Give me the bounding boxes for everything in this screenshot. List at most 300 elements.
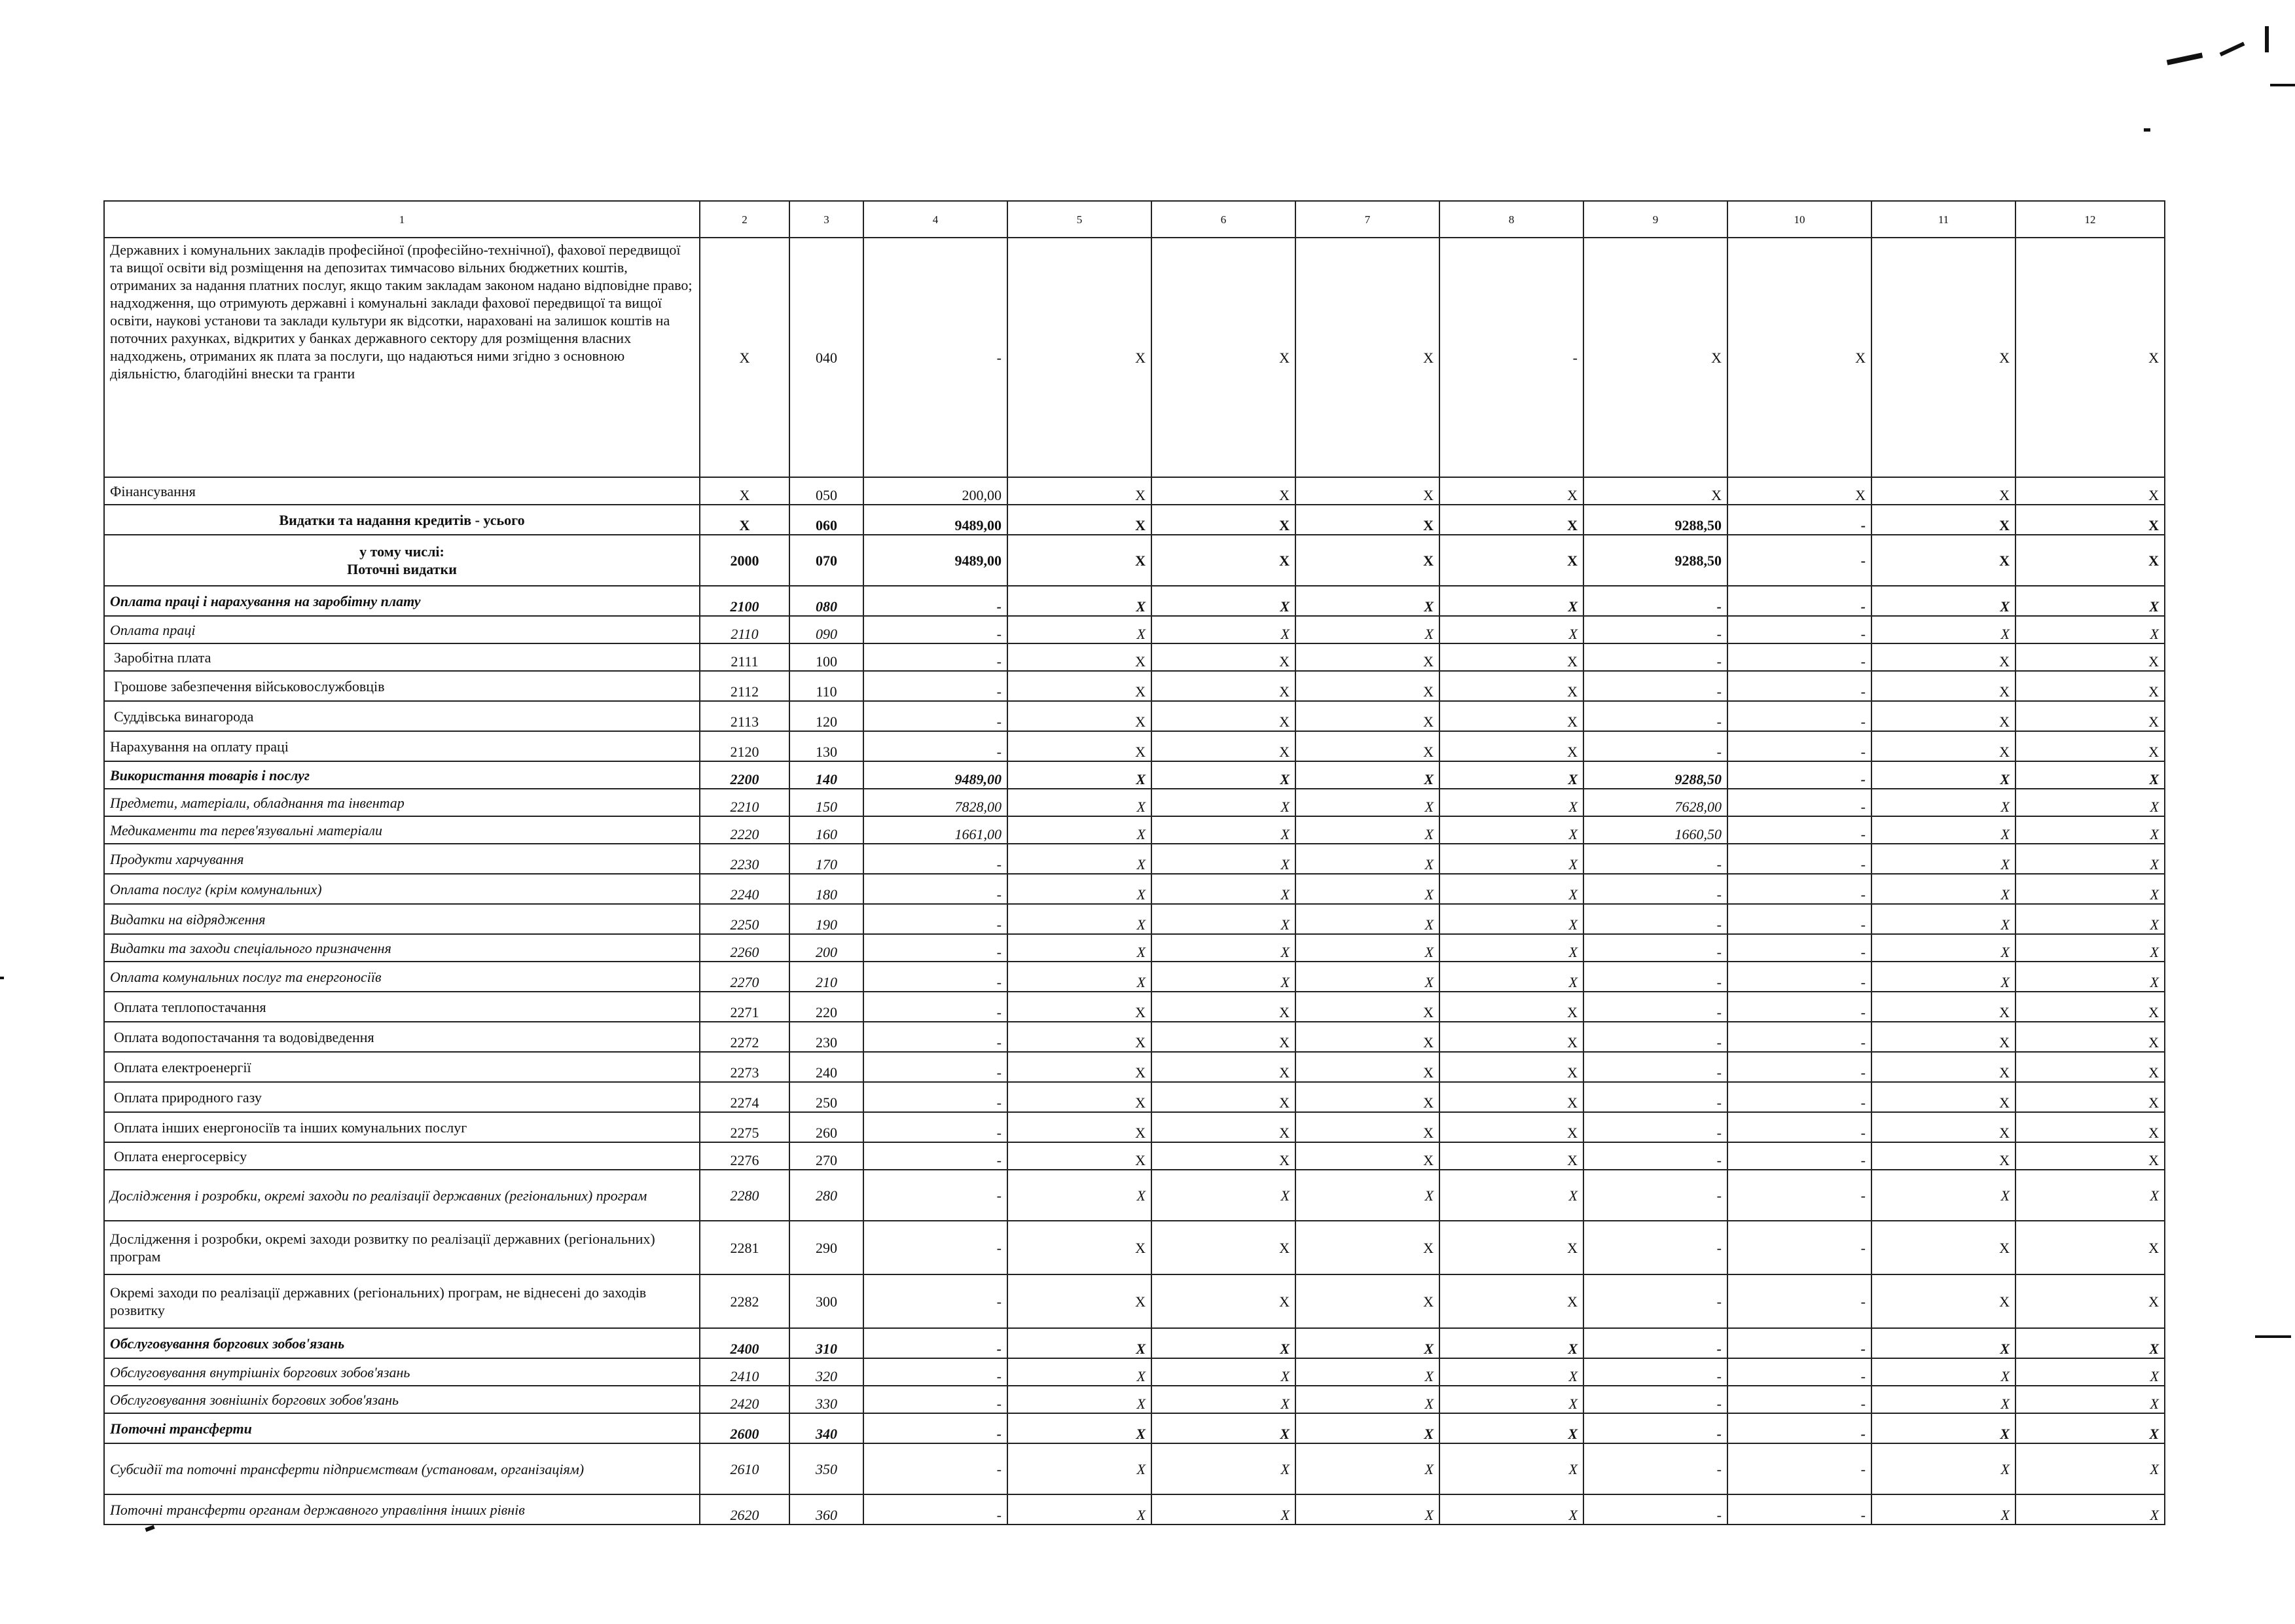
scan-mark xyxy=(2220,42,2245,56)
cell-col-5: X xyxy=(1007,1170,1151,1221)
cell-col-9: - xyxy=(1583,1443,1727,1494)
cell-col-7: X xyxy=(1295,616,1439,643)
cell-col-4: - xyxy=(863,904,1007,934)
cell-col-12: X xyxy=(2015,844,2165,874)
cell-col-6: X xyxy=(1151,1170,1295,1221)
cell-col-4: - xyxy=(863,1358,1007,1386)
table-row xyxy=(104,962,2165,992)
cell-col-10: - xyxy=(1727,1494,1871,1525)
cell-row-code: 200 xyxy=(789,934,863,962)
cell-col-5: X xyxy=(1007,789,1151,816)
cell-col-12: X xyxy=(2015,992,2165,1022)
row-label: Фінансування xyxy=(104,477,700,505)
cell-col-5: X xyxy=(1007,1142,1151,1170)
cell-kekv: 2420 xyxy=(700,1386,789,1413)
cell-col-10: - xyxy=(1727,934,1871,962)
table-row xyxy=(104,643,2165,671)
table-row xyxy=(104,671,2165,701)
cell-col-9: - xyxy=(1583,1221,1727,1274)
row-label: Оплата інших енергоносіїв та інших комунальних послуг xyxy=(104,1112,700,1142)
cell-col-10: - xyxy=(1727,671,1871,701)
cell-row-code: 100 xyxy=(789,643,863,671)
cell-col-4: - xyxy=(863,701,1007,731)
scan-mark xyxy=(2144,128,2150,132)
cell-col-4: 200,00 xyxy=(863,477,1007,505)
cell-col-7: X xyxy=(1295,238,1439,477)
cell-col-5: X xyxy=(1007,761,1151,789)
cell-kekv: 2113 xyxy=(700,701,789,731)
cell-col-8: X xyxy=(1439,505,1583,535)
row-label: Суддівська винагорода xyxy=(104,701,700,731)
cell-row-code: 250 xyxy=(789,1082,863,1112)
cell-col-11: X xyxy=(1871,616,2015,643)
cell-col-12: X xyxy=(2015,1494,2165,1525)
cell-col-7: X xyxy=(1295,1082,1439,1112)
column-number-row xyxy=(104,201,2165,238)
cell-col-12: X xyxy=(2015,1413,2165,1443)
cell-col-7: X xyxy=(1295,643,1439,671)
cell-col-11: X xyxy=(1871,904,2015,934)
cell-kekv: 2276 xyxy=(700,1142,789,1170)
cell-col-10: - xyxy=(1727,535,1871,586)
cell-col-4: - xyxy=(863,731,1007,761)
cell-col-4: - xyxy=(863,238,1007,477)
cell-row-code: 130 xyxy=(789,731,863,761)
cell-col-11: X xyxy=(1871,1274,2015,1328)
cell-row-code: 140 xyxy=(789,761,863,789)
cell-col-12: X xyxy=(2015,1022,2165,1052)
cell-col-6: X xyxy=(1151,1112,1295,1142)
cell-col-5: X xyxy=(1007,934,1151,962)
cell-col-9: - xyxy=(1583,643,1727,671)
cell-col-10: - xyxy=(1727,1358,1871,1386)
cell-col-11: X xyxy=(1871,1112,2015,1142)
cell-col-9: - xyxy=(1583,616,1727,643)
cell-col-8: X xyxy=(1439,701,1583,731)
cell-col-5: X xyxy=(1007,731,1151,761)
cell-col-11: X xyxy=(1871,934,2015,962)
cell-col-4: - xyxy=(863,616,1007,643)
cell-col-12: X xyxy=(2015,1112,2165,1142)
cell-kekv: X xyxy=(700,505,789,535)
cell-col-10: - xyxy=(1727,731,1871,761)
cell-row-code: 060 xyxy=(789,505,863,535)
cell-col-12: X xyxy=(2015,505,2165,535)
cell-col-12: X xyxy=(2015,1221,2165,1274)
cell-col-6: X xyxy=(1151,904,1295,934)
cell-col-10: - xyxy=(1727,1082,1871,1112)
cell-row-code: 180 xyxy=(789,874,863,904)
table-row xyxy=(104,535,2165,586)
cell-col-9: - xyxy=(1583,874,1727,904)
cell-col-8: X xyxy=(1439,816,1583,844)
cell-col-11: X xyxy=(1871,731,2015,761)
cell-col-8: X xyxy=(1439,1112,1583,1142)
cell-kekv: 2281 xyxy=(700,1221,789,1274)
cell-col-11: X xyxy=(1871,1413,2015,1443)
cell-col-9: 9288,50 xyxy=(1583,505,1727,535)
table-row xyxy=(104,844,2165,874)
cell-col-12: X xyxy=(2015,731,2165,761)
cell-col-10: - xyxy=(1727,874,1871,904)
scan-mark xyxy=(2270,84,2295,86)
cell-col-6: X xyxy=(1151,844,1295,874)
cell-col-9: - xyxy=(1583,731,1727,761)
cell-row-code: 310 xyxy=(789,1328,863,1358)
table-row xyxy=(104,1170,2165,1221)
cell-col-5: X xyxy=(1007,1274,1151,1328)
row-label-line: Поточні видатки xyxy=(347,561,457,577)
cell-col-7: X xyxy=(1295,844,1439,874)
cell-col-10: - xyxy=(1727,1386,1871,1413)
cell-col-6: X xyxy=(1151,477,1295,505)
cell-col-7: X xyxy=(1295,962,1439,992)
cell-col-6: X xyxy=(1151,962,1295,992)
cell-col-12: X xyxy=(2015,1358,2165,1386)
cell-kekv: 2210 xyxy=(700,789,789,816)
cell-col-8: X xyxy=(1439,992,1583,1022)
row-label: Оплата праці і нарахування на заробітну плату xyxy=(104,586,700,616)
cell-row-code: 150 xyxy=(789,789,863,816)
cell-col-9: - xyxy=(1583,1386,1727,1413)
cell-col-6: X xyxy=(1151,992,1295,1022)
cell-col-5: X xyxy=(1007,962,1151,992)
row-label: Державних і комунальних закладів професійної (професійно-технічної), фахової передвищої та вищої освіти від розміщення на депозитах тимчасово вільних бюджетних коштів, отриманих за надання платних послуг, якщо таким закладам законом надано відповідне право; надходження, що отримують державні і комунальні заклади фахової передвищої та вищої освіти, наукові установи та заклади культури як відсотки, нараховані на залишок коштів на поточних рахунках, відкритих у банках державного сектору для розміщення власних надходжень, отриманих як плата за послуги, що надаються ними згідно з основною діяльністю, благодійні внески та гранти xyxy=(104,238,700,477)
cell-col-7: X xyxy=(1295,1022,1439,1052)
cell-col-12: X xyxy=(2015,1170,2165,1221)
cell-kekv: 2272 xyxy=(700,1022,789,1052)
cell-col-4: - xyxy=(863,1142,1007,1170)
row-label: Обслуговування внутрішніх боргових зобов'язань xyxy=(104,1358,700,1386)
row-label: Оплата послуг (крім комунальних) xyxy=(104,874,700,904)
cell-col-10: - xyxy=(1727,1142,1871,1170)
cell-col-8: X xyxy=(1439,1142,1583,1170)
cell-col-5: X xyxy=(1007,586,1151,616)
cell-col-4: - xyxy=(863,934,1007,962)
cell-col-8: X xyxy=(1439,1386,1583,1413)
cell-col-12: X xyxy=(2015,1082,2165,1112)
scan-mark xyxy=(145,1525,154,1532)
row-label: Продукти харчування xyxy=(104,844,700,874)
cell-col-11: X xyxy=(1871,586,2015,616)
cell-col-9: - xyxy=(1583,1413,1727,1443)
budget-table xyxy=(103,200,2165,1525)
cell-col-12: X xyxy=(2015,962,2165,992)
cell-col-6: X xyxy=(1151,1052,1295,1082)
cell-col-6: X xyxy=(1151,1082,1295,1112)
table-row xyxy=(104,1142,2165,1170)
cell-col-4: - xyxy=(863,1413,1007,1443)
cell-col-6: X xyxy=(1151,816,1295,844)
cell-row-code: 050 xyxy=(789,477,863,505)
cell-kekv: X xyxy=(700,238,789,477)
cell-kekv: 2111 xyxy=(700,643,789,671)
cell-col-8: X xyxy=(1439,643,1583,671)
cell-row-code: 040 xyxy=(789,238,863,477)
cell-row-code: 090 xyxy=(789,616,863,643)
table-row xyxy=(104,1082,2165,1112)
cell-col-10: - xyxy=(1727,1112,1871,1142)
table-row xyxy=(104,1112,2165,1142)
row-label: Субсидії та поточні трансферти підприємствам (установам, організаціям) xyxy=(104,1443,700,1494)
cell-col-11: X xyxy=(1871,1170,2015,1221)
cell-row-code: 160 xyxy=(789,816,863,844)
column-header: 9 xyxy=(1583,201,1727,238)
cell-row-code: 350 xyxy=(789,1443,863,1494)
table-row xyxy=(104,1413,2165,1443)
row-label: Окремі заходи по реалізації державних (регіональних) програм, не віднесені до заходів розвитку xyxy=(104,1274,700,1328)
cell-col-5: X xyxy=(1007,535,1151,586)
row-label: Поточні трансферти xyxy=(104,1413,700,1443)
cell-col-4: - xyxy=(863,586,1007,616)
cell-kekv: 2250 xyxy=(700,904,789,934)
row-label: Дослідження і розробки, окремі заходи розвитку по реалізації державних (регіональних) програм xyxy=(104,1221,700,1274)
table-row xyxy=(104,1358,2165,1386)
cell-col-9: X xyxy=(1583,238,1727,477)
cell-col-9: - xyxy=(1583,992,1727,1022)
cell-kekv: 2280 xyxy=(700,1170,789,1221)
cell-col-7: X xyxy=(1295,701,1439,731)
table-row xyxy=(104,789,2165,816)
cell-kekv: 2110 xyxy=(700,616,789,643)
cell-col-7: X xyxy=(1295,535,1439,586)
cell-col-6: X xyxy=(1151,1274,1295,1328)
cell-col-11: X xyxy=(1871,1221,2015,1274)
cell-col-5: X xyxy=(1007,992,1151,1022)
cell-col-7: X xyxy=(1295,1170,1439,1221)
row-label: Медикаменти та перев'язувальні матеріали xyxy=(104,816,700,844)
cell-col-10: - xyxy=(1727,1274,1871,1328)
cell-col-8: X xyxy=(1439,1443,1583,1494)
cell-col-7: X xyxy=(1295,1274,1439,1328)
cell-col-8: X xyxy=(1439,789,1583,816)
cell-col-10: - xyxy=(1727,761,1871,789)
cell-col-7: X xyxy=(1295,1052,1439,1082)
column-header: 12 xyxy=(2015,201,2165,238)
cell-kekv: 2240 xyxy=(700,874,789,904)
column-header: 8 xyxy=(1439,201,1583,238)
column-header: 1 xyxy=(104,201,700,238)
cell-kekv: 2220 xyxy=(700,816,789,844)
cell-col-9: - xyxy=(1583,586,1727,616)
cell-col-12: X xyxy=(2015,816,2165,844)
cell-col-10: - xyxy=(1727,643,1871,671)
table-row xyxy=(104,1022,2165,1052)
cell-col-4: - xyxy=(863,874,1007,904)
cell-col-11: X xyxy=(1871,1494,2015,1525)
cell-kekv: 2410 xyxy=(700,1358,789,1386)
cell-col-7: X xyxy=(1295,904,1439,934)
cell-col-4: 1661,00 xyxy=(863,816,1007,844)
cell-col-8: X xyxy=(1439,1274,1583,1328)
cell-col-11: X xyxy=(1871,643,2015,671)
cell-col-12: X xyxy=(2015,238,2165,477)
cell-col-8: - xyxy=(1439,238,1583,477)
cell-col-8: X xyxy=(1439,1221,1583,1274)
cell-col-7: X xyxy=(1295,874,1439,904)
cell-col-4: - xyxy=(863,1221,1007,1274)
cell-col-7: X xyxy=(1295,671,1439,701)
cell-col-4: - xyxy=(863,643,1007,671)
cell-col-6: X xyxy=(1151,789,1295,816)
cell-col-11: X xyxy=(1871,238,2015,477)
cell-col-4: - xyxy=(863,1443,1007,1494)
cell-col-10: - xyxy=(1727,1052,1871,1082)
cell-col-10: - xyxy=(1727,904,1871,934)
cell-col-5: X xyxy=(1007,1358,1151,1386)
cell-col-8: X xyxy=(1439,731,1583,761)
table-row xyxy=(104,1494,2165,1525)
column-header: 3 xyxy=(789,201,863,238)
cell-col-6: X xyxy=(1151,238,1295,477)
cell-col-4: - xyxy=(863,1022,1007,1052)
cell-col-6: X xyxy=(1151,1413,1295,1443)
row-label: Заробітна плата xyxy=(104,643,700,671)
cell-col-5: X xyxy=(1007,1328,1151,1358)
cell-col-9: - xyxy=(1583,1494,1727,1525)
cell-col-7: X xyxy=(1295,477,1439,505)
cell-col-7: X xyxy=(1295,1494,1439,1525)
cell-col-12: X xyxy=(2015,643,2165,671)
cell-col-5: X xyxy=(1007,1112,1151,1142)
cell-row-code: 270 xyxy=(789,1142,863,1170)
row-label: Оплата природного газу xyxy=(104,1082,700,1112)
cell-col-11: X xyxy=(1871,671,2015,701)
cell-row-code: 360 xyxy=(789,1494,863,1525)
cell-kekv: 2100 xyxy=(700,586,789,616)
row-label: Дослідження і розробки, окремі заходи по реалізації державних (регіональних) програм xyxy=(104,1170,700,1221)
cell-col-10: - xyxy=(1727,1221,1871,1274)
cell-kekv: 2620 xyxy=(700,1494,789,1525)
cell-col-9: 7628,00 xyxy=(1583,789,1727,816)
scan-mark xyxy=(2255,1335,2291,1338)
cell-col-9: - xyxy=(1583,1142,1727,1170)
cell-col-11: X xyxy=(1871,1022,2015,1052)
cell-col-11: X xyxy=(1871,992,2015,1022)
cell-kekv: 2120 xyxy=(700,731,789,761)
cell-col-8: X xyxy=(1439,761,1583,789)
cell-row-code: 330 xyxy=(789,1386,863,1413)
cell-col-6: X xyxy=(1151,1221,1295,1274)
cell-col-5: X xyxy=(1007,1443,1151,1494)
cell-col-8: X xyxy=(1439,1494,1583,1525)
cell-kekv: 2275 xyxy=(700,1112,789,1142)
cell-col-7: X xyxy=(1295,992,1439,1022)
row-label: Оплата енергосервісу xyxy=(104,1142,700,1170)
cell-col-8: X xyxy=(1439,1358,1583,1386)
cell-col-4: 9489,00 xyxy=(863,505,1007,535)
budget-sheet xyxy=(103,200,2164,1525)
cell-col-8: X xyxy=(1439,874,1583,904)
cell-col-9: - xyxy=(1583,934,1727,962)
cell-col-10: - xyxy=(1727,1022,1871,1052)
column-header: 4 xyxy=(863,201,1007,238)
table-row xyxy=(104,1274,2165,1328)
cell-col-9: - xyxy=(1583,701,1727,731)
row-label: Оплата водопостачання та водовідведення xyxy=(104,1022,700,1052)
cell-col-7: X xyxy=(1295,1112,1439,1142)
cell-col-12: X xyxy=(2015,1386,2165,1413)
cell-col-6: X xyxy=(1151,1142,1295,1170)
cell-col-7: X xyxy=(1295,761,1439,789)
cell-col-8: X xyxy=(1439,1170,1583,1221)
cell-col-12: X xyxy=(2015,616,2165,643)
cell-col-4: - xyxy=(863,1328,1007,1358)
cell-col-10: - xyxy=(1727,844,1871,874)
cell-col-12: X xyxy=(2015,1142,2165,1170)
cell-kekv: X xyxy=(700,477,789,505)
cell-col-4: - xyxy=(863,1112,1007,1142)
cell-col-7: X xyxy=(1295,731,1439,761)
cell-col-10: X xyxy=(1727,238,1871,477)
table-row xyxy=(104,238,2165,477)
cell-col-12: X xyxy=(2015,874,2165,904)
cell-col-11: X xyxy=(1871,1358,2015,1386)
cell-row-code: 110 xyxy=(789,671,863,701)
column-header: 10 xyxy=(1727,201,1871,238)
cell-col-12: X xyxy=(2015,789,2165,816)
cell-col-8: X xyxy=(1439,586,1583,616)
cell-col-9: - xyxy=(1583,1358,1727,1386)
cell-col-11: X xyxy=(1871,535,2015,586)
cell-col-7: X xyxy=(1295,1386,1439,1413)
cell-col-9: - xyxy=(1583,1274,1727,1328)
cell-col-7: X xyxy=(1295,1358,1439,1386)
cell-row-code: 280 xyxy=(789,1170,863,1221)
cell-col-6: X xyxy=(1151,1022,1295,1052)
cell-col-11: X xyxy=(1871,1142,2015,1170)
cell-kekv: 2000 xyxy=(700,535,789,586)
cell-col-7: X xyxy=(1295,1221,1439,1274)
cell-col-5: X xyxy=(1007,1386,1151,1413)
cell-col-10: - xyxy=(1727,816,1871,844)
cell-kekv: 2273 xyxy=(700,1052,789,1082)
cell-col-11: X xyxy=(1871,1386,2015,1413)
cell-col-6: X xyxy=(1151,535,1295,586)
cell-row-code: 190 xyxy=(789,904,863,934)
cell-col-6: X xyxy=(1151,1328,1295,1358)
cell-col-8: X xyxy=(1439,1082,1583,1112)
cell-col-7: X xyxy=(1295,586,1439,616)
cell-row-code: 240 xyxy=(789,1052,863,1082)
cell-col-5: X xyxy=(1007,1221,1151,1274)
cell-col-8: X xyxy=(1439,904,1583,934)
cell-col-9: - xyxy=(1583,844,1727,874)
cell-col-7: X xyxy=(1295,505,1439,535)
cell-col-9: - xyxy=(1583,1082,1727,1112)
cell-kekv: 2270 xyxy=(700,962,789,992)
cell-col-12: X xyxy=(2015,1274,2165,1328)
cell-col-4: - xyxy=(863,992,1007,1022)
cell-col-11: X xyxy=(1871,761,2015,789)
cell-col-4: 7828,00 xyxy=(863,789,1007,816)
cell-col-10: - xyxy=(1727,992,1871,1022)
cell-col-10: - xyxy=(1727,962,1871,992)
cell-col-12: X xyxy=(2015,1443,2165,1494)
cell-kekv: 2200 xyxy=(700,761,789,789)
cell-col-8: X xyxy=(1439,962,1583,992)
cell-col-5: X xyxy=(1007,477,1151,505)
cell-col-8: X xyxy=(1439,844,1583,874)
cell-col-4: 9489,00 xyxy=(863,761,1007,789)
cell-col-12: X xyxy=(2015,1052,2165,1082)
cell-col-10: X xyxy=(1727,477,1871,505)
cell-col-11: X xyxy=(1871,1328,2015,1358)
cell-col-8: X xyxy=(1439,1413,1583,1443)
table-row xyxy=(104,934,2165,962)
cell-col-12: X xyxy=(2015,701,2165,731)
cell-row-code: 320 xyxy=(789,1358,863,1386)
